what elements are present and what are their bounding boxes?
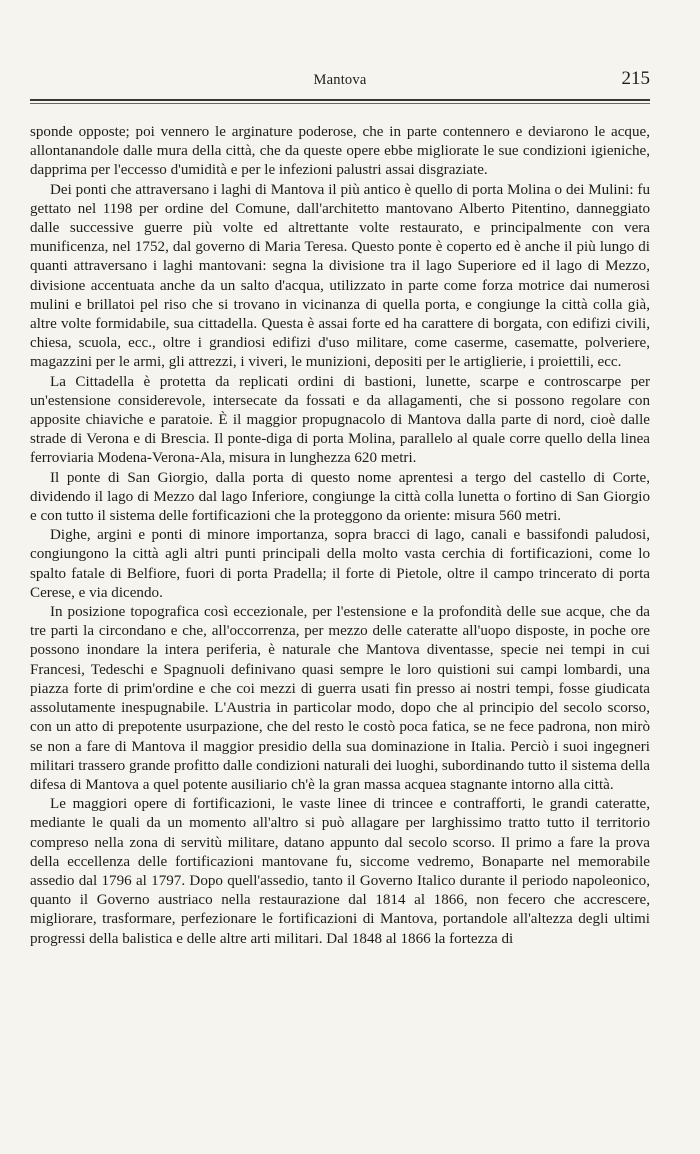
paragraph: In posizione topografica così eccezionale, per l'estensione e la profondità delle sue acque, che da tre parti la circondano e che, all'occorrenza, per mezzo delle cateratte all'uopo disposte, in poche ore possono inondare la intera periferia, è naturale che Mantova diventasse, specie nei tempi in cui Francesi, Tedeschi e Spagnuoli definivano quasi sempre le loro quistioni sui campi lombardi, una piazza forte di prim'ordine e che coi mezzi di guerra usati fin presso ai nostri tempi, fosse giudicata assolutamente inespugnabile. L'Austria in particolar modo, dopo che al principio del secolo scorso, con un atto di prepotente usurpazione, che del resto le costò poca fatica, se ne fece padrona, non mirò se non a fare di Mantova il maggior presidio della sua dominazione in Italia. Perciò i suoi ingegneri militari trassero grande profitto dalle condizioni naturali dei luoghi, subordinando tutto il sistema della difesa di Mantova a quel potente ausiliario ch'è la gran massa acquea stagnante intorno alla città. — [30, 604, 650, 793]
paragraph: Dighe, argini e ponti di minore importanza, sopra bracci di lago, canali e bassifondi paludosi, congiungono la città agli altri punti principali della molto vasta cerchia di fortificazioni, come lo spalto fatale di Belfiore, fuori di porta Pradella; il forte di Pietole, oltre il campo trincerato di porta Cerese, e via dicendo. — [30, 527, 650, 601]
paragraph: Le maggiori opere di fortificazioni, le vaste linee di trincee e contrafforti, le grandi cateratte, mediante le quali da un momento all'altro si può allagare per larghissimo tratto tutto il territorio compreso nella zona di servitù militare, datano appunto dal secolo scorso. Il primo a fare la prova della eccellenza delle fortificazioni mantovane fu, siccome vedremo, Bonaparte nel memorabile assedio dal 1796 al 1797. Dopo quell'assedio, tanto il Governo Italico durante il periodo napoleonico, quanto il Governo austriaco nella restaurazione dal 1814 al 1866, non fecero che accrescere, migliorare, trasformare, perfezionare le fortificazioni di Mantova, portandole all'altezza degli ultimi progressi della balistica e delle altre arti militari. Dal 1848 al 1866 la fortezza di — [30, 796, 650, 947]
paragraph: La Cittadella è protetta da replicati ordini di bastioni, lunette, scarpe e controscarpe per un'estensione considerevole, intersecate da fossati e da allagamenti, che si possono regolare con apposite chiaviche e paratoie. È il maggior propugnacolo di Mantova dalla parte di nord, cioè dalle strade di Verona e di Brescia. Il ponte-diga di porta Molina, parallelo al quale corre quello della linea ferroviaria Modena-Verona-Ala, misura in lunghezza 620 metri. — [30, 373, 650, 467]
body-text — [30, 123, 650, 949]
page-number: 215 — [621, 68, 650, 89]
paragraph: Il ponte di San Giorgio, dalla porta di questo nome aprentesi a tergo del castello di Corte, dividendo il lago di Mezzo dal lago Inferiore, congiunge la città colla lunetta o fortino di San Giorgio e con tutto il sistema delle fortificazioni che la proteggono da oriente: misura 560 metri. — [30, 469, 650, 525]
header-rule — [30, 99, 650, 101]
running-title: Mantova — [313, 72, 367, 88]
header-rule-thin — [30, 103, 650, 104]
paragraph: sponde opposte; poi vennero le arginature poderose, che in parte contennero e deviarono le acque, allontanandole dalle mura della città, che da queste opere ebbe migliorate le sue condizioni igieniche, dapprima per l'eccesso d'umidità e per le infezioni palustri assai disgraziate. — [30, 124, 650, 179]
running-header — [30, 68, 650, 98]
paragraph: Dei ponti che attraversano i laghi di Mantova il più antico è quello di porta Molina o dei Mulini: fu gettato nel 1198 per ordine del Comune, dall'architetto mantovano Alberto Pitentino, danneggiato dalle successive guerre più volte ed altrettante volte restaurato, e principalmente con vera munificenza, nel 1752, dal governo di Maria Teresa. Questo ponte è coperto ed è anche il più lungo di quanti attraversano i laghi mantovani: segna la divisione tra il lago Superiore ed il lago di Mezzo, divisione accentuata anche da un salto d'acqua, utilizzato in parte come forza motrice dai numerosi mulini e brillatoi pel riso che si trovano in vicinanza di quella porta, e congiunge la città colla già, altre volte formidabile, sua cittadella. Questa è assai forte ed ha carattere di borgata, con edifizi civili, chiesa, scuola, ecc., oltre i grandiosi edifizi d'uso militare, come caserme, casematte, polveriere, magazzini per le armi, gli attrezzi, i viveri, le munizioni, depositi per le artiglierie, i proiettili, ecc. — [30, 181, 650, 371]
